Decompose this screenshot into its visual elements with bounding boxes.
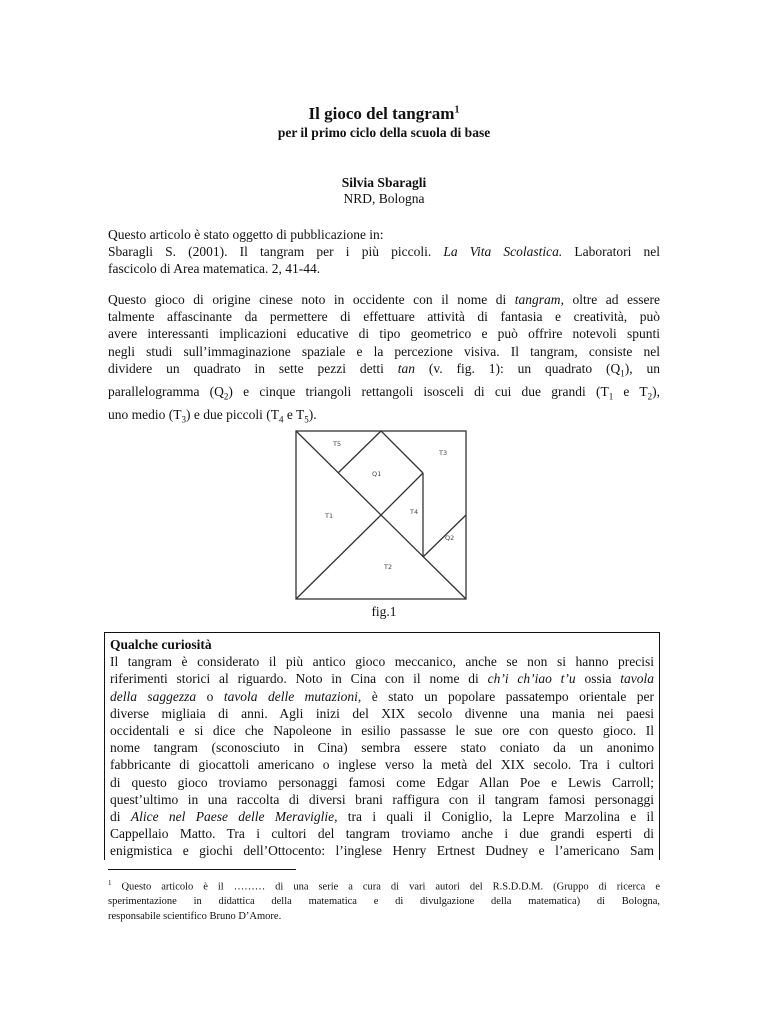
curiosity-box [104,632,660,860]
footnote-line: sperimentazione in didattica della matematica e di divulgazione della matematica) di Bologna, [108,896,660,907]
publication-citation-cont: fascicolo di Area matematica. 2, 41-44. [108,261,321,276]
box-line: della saggezza o tavola delle mutazioni, è stato un popolare passatempo orientale per [110,688,655,704]
box-line: nome tangram (sconosciuto in Cina) sembra essere stato coniato da un anonimo [110,740,654,756]
box-line: quest’ultimo in una raccolta di diversi brani raffigura con il tangram famosi personaggi [110,791,654,807]
box-line: di questo gioco troviamo personaggi famosi come Edgar Allan Poe e Lewis Carroll; [110,774,654,790]
box-line: Cappellaio Matto. Tra i cultori del tangram troviamo anche i due grandi esperti di [110,826,654,842]
publication-citation: Sbaragli S. (2001). Il tangram per i più piccoli. La Vita Scolastica. Laboratori nel [108,244,660,259]
footnote [108,876,660,924]
title-footnote-mark: 1 [454,104,460,116]
author-name: Silvia Sbaragli [341,175,427,190]
article-title: Il gioco del tangram$^1$ [308,104,460,123]
label-t1: T1 [325,512,334,520]
box-heading: Qualche curiosità [110,637,212,652]
journal-name: La Vita Scolastica. [443,244,563,259]
para-line: dividere un quadrato in sette pezzi detti tan (v. fig. 1): un quadrato $(Q_1)$, un [108,360,661,379]
label-t2: T2 [384,563,393,571]
label-t4: T4 [410,508,419,516]
tangram-cut-t5-q1 [338,431,381,473]
tangram-cut-t1-t2 [296,515,381,599]
tangram-figure [295,430,467,600]
tangram-cut-t5-t3 [381,431,423,473]
footnote-line: responsabile scientifico Bruno D’Amore. [108,910,282,922]
para-line: talmente affascinante da permettere di effettuare attività di fantasia e creatività, può [108,309,660,325]
para-line: Questo gioco di origine cinese noto in occidente con il nome di tangram, oltre ad essere [108,292,660,307]
label-t5: T5 [333,440,342,448]
author-affiliation: NRD, Bologna [343,191,425,206]
box-line: di Alice nel Paese delle Meraviglie, tra i quali il Coniglio, la Lepre Marzolina e il [110,809,655,825]
label-q1: Q1 [372,470,382,478]
label-q2: Q2 [445,534,455,542]
label-t3: T3 [439,449,448,457]
box-line: Il tangram è considerato il più antico gioco meccanico, anche se non si hanno precisi [110,654,654,670]
box-line: diverse migliaia di anni. Agli inizi del XIX secolo divenne una mania nei paesi [110,705,654,721]
box-line: occidentali e si dice che Napoleone in esilio passasse le sue ore con questo gioco. Il [110,723,654,739]
footnote-mark: 1 [108,879,112,887]
footnote-rule [108,869,296,870]
footnote-line: $^1$ Questo articolo è il ……… di una serie a cura di vari autori del R.S.D.D.M. (Gruppo di ricerca e [108,879,660,893]
box-line: riferimenti storici al riguardo. Noto in Cina con il nome di ch’i ch’iao t’u ossia tavola [110,671,654,687]
intro-paragraph [108,291,660,428]
para-line: avere interessanti implicazioni educative di tipo geometrico e può offrire notevoli spunti [108,326,660,342]
box-line: fabbricante di giocattoli americano o inglese verso la metà del XIX secolo. Tra i cultori [110,757,654,773]
figure-caption: fig.1 [371,604,397,619]
box-line: enigmistica e giochi dell’Ottocento: l’inglese Henry Ertnest Dudney e l’americano Sam [110,843,654,859]
publication-intro: Questo articolo è stato oggetto di pubblicazione in: [108,227,384,242]
para-line: uno medio $(T_3)$ e due piccoli ($T_4$ e $T_5$). [108,406,317,425]
para-line: parallelogramma $(Q_2)$ e cinque triangoli rettangoli isosceli di cui due grandi ($T_1$ e $T_2$), [108,383,661,402]
para-line: negli studi sull’immaginazione spaziale e la percezione visiva. Il tangram, consiste nel [108,343,660,359]
article-subtitle: per il primo ciclo della scuola di base [277,125,491,140]
